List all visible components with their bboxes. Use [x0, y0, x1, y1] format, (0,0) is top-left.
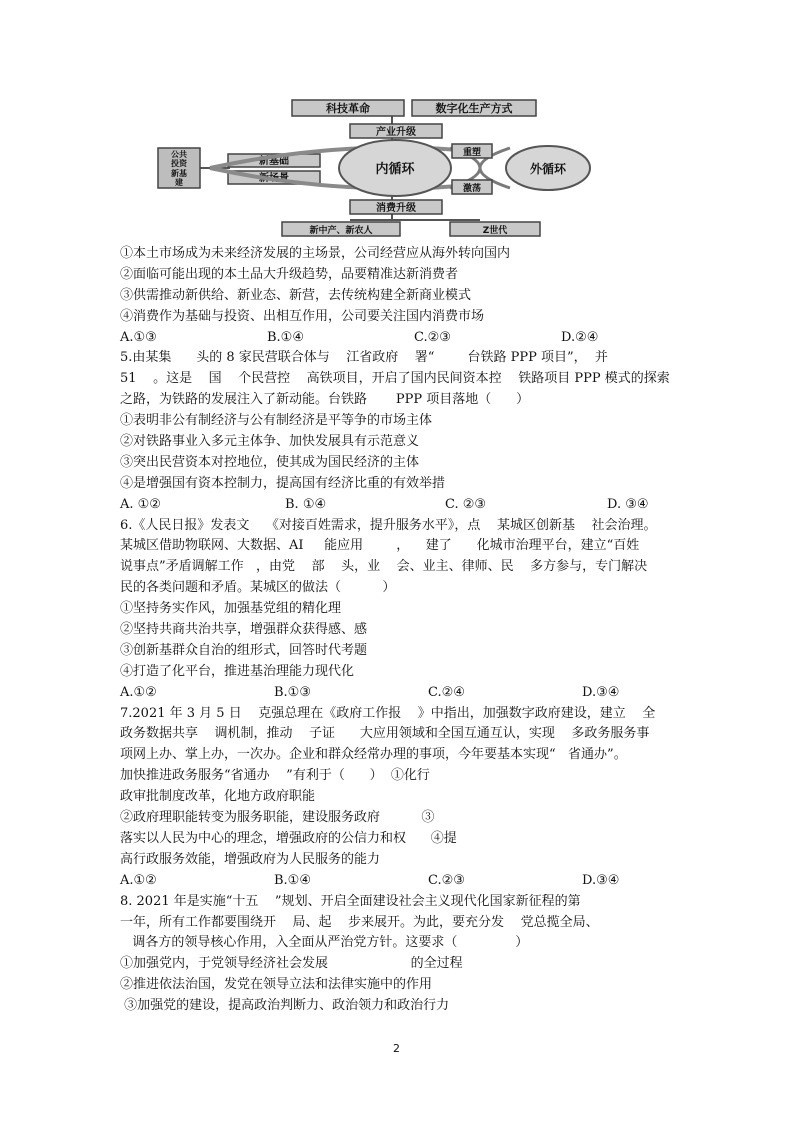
- q5-option-b[interactable]: B. ①④: [285, 496, 327, 512]
- q6-option-d[interactable]: D.③④: [582, 684, 620, 700]
- q6-options: [120, 683, 680, 704]
- public-investment-line2: 投资: [171, 159, 187, 168]
- q6-stem-line-2: 某城区借助物联网、大数据、AI 能应用 ， 建了 化城市治理平台，建立“百姓: [120, 538, 640, 554]
- q7-stem-line-7: 落实以人民为中心的理念，增强政府的公信力和权 ④提: [120, 830, 457, 846]
- q4-item-3: ③供需推动新供给、新业态、新营，去传统构建全新商业模式: [120, 287, 472, 303]
- q7-stem-line-5: 政审批制度改革，化地方政府职能: [120, 789, 316, 805]
- q5-stem-line-3: 之路，为铁路的发展注入了新动能。台铁路 PPP 项目落地（ ）: [120, 392, 530, 408]
- question-content: [120, 244, 680, 1017]
- q7-stem-line-2: 政务数据共享 调机制，推动 子证 大应用领域和全国互通互认，实现 多政务服务事: [120, 726, 650, 742]
- q7-stem-line-1: 7.2021 年 3 月 5 日 克强总理在《政府工作报 》中指出，加强数字政府建设，建立 全: [120, 705, 656, 721]
- q8-stem-line-1: 8. 2021 年是实施“十五 ”规划、开启全面建设社会主义现代化国家新征程的第: [120, 893, 581, 909]
- q6-item-2: ②坚持共商共治共享，增强群众获得感、感: [120, 622, 368, 638]
- q8-item-1: ①加强党内，于党领导经济社会发展 的全过程: [120, 956, 463, 972]
- q6-stem-line-1: 6.《人民日报》发表文 《对接百姓需求，提升服务水平》，点 某城区创新基 社会治理。: [120, 517, 657, 533]
- public-investment-line1: 公共: [171, 150, 187, 159]
- q7-stem-line-4: 加快推进政务服务“省通办 ”有利于（ ） ①化行: [120, 768, 430, 784]
- q8-item-3: ③加强党的建设，提高政治判断力、政治领力和政治行力: [120, 998, 450, 1014]
- q7-option-a[interactable]: A.①②: [120, 872, 157, 888]
- q7-option-c[interactable]: C.②③: [428, 872, 465, 888]
- q4-option-a[interactable]: A.①③: [120, 329, 157, 345]
- tech-revolution-label: 科技革命: [326, 102, 370, 115]
- new-scene-label: 新场景: [259, 173, 289, 184]
- gen-z-label: Z世代: [482, 226, 508, 236]
- q4-item-4: ④消费作为基础与投资、出相互作用，公司要关注国内消费市场: [120, 308, 485, 324]
- q8-stem-line-3: 调各方的领导核心作用，入全面从严治党方针。这要求（ ）: [120, 935, 529, 951]
- q6-option-c[interactable]: C.②④: [428, 684, 465, 700]
- page-number: 2: [393, 1042, 400, 1055]
- q8-item-2: ②推进依法治国，发党在领导立法和法律实施中的作用: [120, 977, 433, 993]
- q4-options: [120, 328, 680, 349]
- q6-option-a[interactable]: A.①②: [120, 684, 157, 700]
- q6-item-1: ①坚持务实作风，加强基党组的精化理: [120, 601, 342, 617]
- diagram-svg: [150, 88, 620, 238]
- q8-stem-line-2: 一年，所有工作都要围绕开 局、起 步来展开。为此，要充分发 党总揽全局、: [120, 914, 599, 930]
- q5-stem-line-2: 51 。这是 国 个民营控 高铁项目，开启了国内民间资本控 铁路项目 PPP 模式的探索: [120, 371, 670, 387]
- digital-production-label: 数字化生产方式: [435, 102, 513, 115]
- public-investment-line4: 建: [175, 178, 183, 187]
- q7-stem-line-8: 高行政服务效能，增强政府为人民服务的能力: [120, 851, 381, 867]
- q4-option-b[interactable]: B.①④: [267, 329, 304, 345]
- public-investment-line3: 新基: [171, 169, 187, 178]
- q4-option-c[interactable]: C.②③: [414, 329, 451, 345]
- q5-option-d[interactable]: D. ③④: [607, 496, 649, 512]
- q5-item-1: ①表明非公有制经济与公有制经济是平等争的市场主体: [120, 413, 433, 429]
- q7-stem-line-3: 项网上办、掌上办，一次办。企业和群众经常办理的事项，今年要基本实现“ 省通办”。: [120, 747, 627, 763]
- outer-cycle-label: 外循环: [529, 162, 567, 176]
- q5-item-2: ②对铁路事业入多元主体争、加快发展具有示范意义: [120, 434, 420, 450]
- inner-cycle-label: 内循环: [375, 162, 415, 177]
- q7-option-b[interactable]: B.①④: [274, 872, 311, 888]
- industry-upgrade-label: 产业升级: [376, 127, 416, 138]
- q5-option-a[interactable]: A. ①②: [120, 496, 161, 512]
- q4-option-d[interactable]: D.②④: [561, 329, 599, 345]
- q6-item-3: ③创新基群众自治的组形式，回答时代考题: [120, 642, 368, 658]
- q7-stem-line-6: ②政府理职能转变为服务职能，建设服务政府 ③: [120, 810, 435, 826]
- q4-item-2: ②面临可能出现的本土品大升级趋势，品要精准达新消费者: [120, 266, 459, 282]
- new-infra-label: 新基础: [259, 156, 289, 167]
- stimulate-label: 激荡: [462, 184, 482, 194]
- q6-stem-line-3: 说事点”矛盾调解工作 ，由党 部 头，业 会、业主、律师、民 多方参与，专门解决: [120, 559, 648, 575]
- q5-options: [120, 495, 680, 516]
- q7-options: [120, 871, 680, 892]
- q5-item-3: ③突出民营资本对控地位，使其成为国民经济的主体: [120, 454, 420, 470]
- reshape-label: 重塑: [462, 148, 482, 158]
- q5-stem-line-1: 5.由某集 头的 8 家民营联合体与 江省政府 署“ 台铁路 PPP 项目”， 并: [120, 350, 608, 366]
- q5-option-c[interactable]: C. ②③: [445, 496, 487, 512]
- new-middle-class-label: 新中产、新农人: [309, 226, 373, 236]
- q7-option-d[interactable]: D.③④: [582, 872, 620, 888]
- q4-item-1: ①本土市场成为未来经济发展的主场景，公司经营应从海外转向国内: [120, 246, 511, 261]
- q6-item-4: ④打造了化平台，推进基治理能力现代化: [120, 663, 355, 679]
- consumption-upgrade-label: 消费升级: [376, 203, 416, 214]
- q6-option-b[interactable]: B.①③: [274, 684, 311, 700]
- q6-stem-line-4: 民的各类问题和矛盾。某城区的做法（ ）: [120, 580, 396, 596]
- q5-item-4: ④是增强国有资本控制力，提高国有经济比重的有效举措: [120, 475, 446, 491]
- economy-cycle-diagram: [150, 88, 620, 238]
